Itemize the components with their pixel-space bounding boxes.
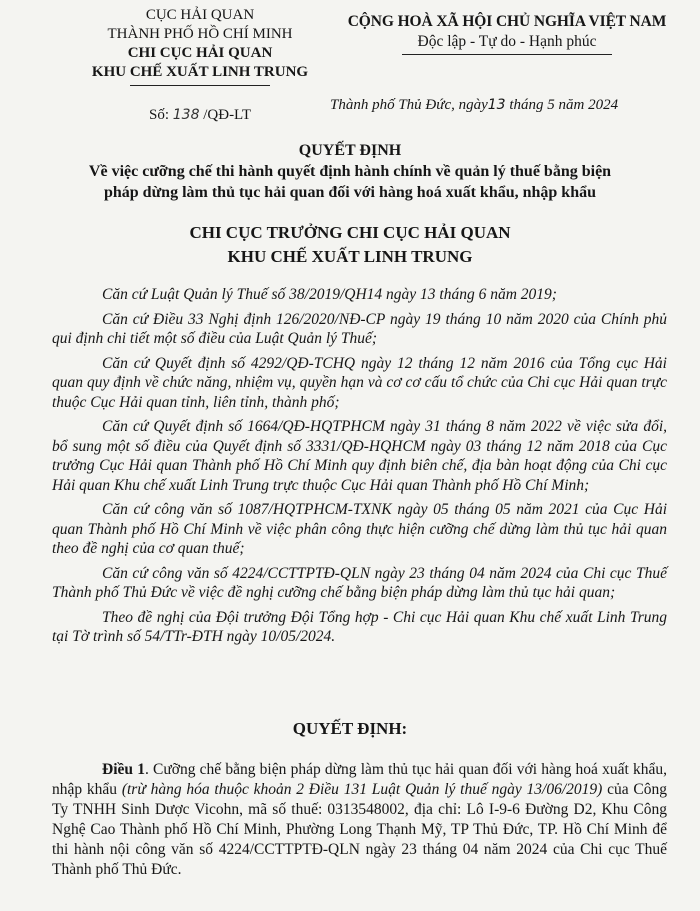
legal-basis-item: Căn cứ Quyết định số 1664/QĐ-HQTPHCM ngày 31 tháng 8 năm 2022 về việc sửa đổi, bổ sung một số điều của Quyết định số 3331/QĐ-HQHCM ngày 03 tháng 12 năm 2018 của Cục trưởng Cục Hải quan Thành phố Hồ Chí Minh quy định biên chế, địa bàn hoạt động của Chi cục Hải quan Khu chế xuất Linh Trung trực thuộc Cục Hải quan Thành phố Hồ Chí Minh; bbox=[52, 418, 667, 494]
issuing-authority bbox=[0, 221, 700, 269]
agency-line-3: CHI CỤC HẢI QUAN bbox=[127, 45, 273, 61]
authority-line-2: KHU CHẾ XUẤT LINH TRUNG bbox=[227, 247, 473, 266]
article-1-text-b: của Công Ty TNHH Sinh Dược Vicohn, mã số thuế: 0313548002, địa chỉ: Lô I-9-6 Đường D2, Khu Công Nghệ Cao Thành phố Hồ Chí Minh, Phường Long Thạnh Mỹ, TP Thủ Đức, TP. Hồ Chí Minh để thi hành nội công văn số 4224/CCTTPTĐ-QLN ngày 23 tháng 04 năm 2024 của Chi cục Thuế Thành phố Thủ Đức. bbox=[52, 781, 667, 878]
title-subject-line-1: Về việc cưỡng chế thi hành quyết định hành chính về quản lý thuế bằng biện bbox=[88, 163, 612, 180]
country-name: CỘNG HOÀ XÃ HỘI CHỦ NGHĨA VIỆT NAM bbox=[347, 13, 667, 30]
title-subject-line-2: pháp dừng làm thủ tục hải quan đối với hàng hoá xuất khẩu, nhập khẩu bbox=[103, 184, 596, 201]
authority-line-1: CHI CỤC TRƯỞNG CHI CỤC HẢI QUAN bbox=[189, 223, 511, 242]
title-heading: QUYẾT ĐỊNH bbox=[298, 142, 402, 159]
document-number bbox=[60, 106, 340, 125]
legal-basis-section bbox=[52, 285, 667, 652]
issuing-agency-block bbox=[60, 6, 340, 125]
number-prefix: Số: bbox=[148, 107, 169, 123]
number-handwritten: 138 bbox=[172, 107, 200, 123]
decision-heading: QUYẾT ĐỊNH: bbox=[292, 719, 408, 738]
article-1-text-italic: (trừ hàng hóa thuộc khoản 2 Điều 131 Luật Quản lý thuế ngày 13/06/2019) bbox=[121, 781, 603, 798]
agency-line-4: KHU CHẾ XUẤT LINH TRUNG bbox=[91, 64, 309, 80]
legal-basis-item: Theo đề nghị của Đội trưởng Đội Tổng hợp - Chi cục Hải quan Khu chế xuất Linh Trung tại Tờ trình số 54/TTr-ĐTH ngày 10/05/2024. bbox=[52, 608, 667, 645]
legal-basis-item: Căn cứ công văn số 1087/HQTPHCM-TXNK ngày 05 tháng 05 năm 2021 của Cục Hải quan Thành phố Hồ Chí Minh về việc phân công thực hiện cưỡng chế dừng làm thủ tục hải quan theo đề nghị của cơ quan thuế; bbox=[52, 501, 667, 557]
article-1-text-a: . Cưỡng chế bằng biện pháp dừng làm thủ tục hải quan đối với hàng hoá xuất khẩu, nhập khẩu bbox=[52, 761, 667, 798]
agency-underline bbox=[130, 85, 270, 86]
date-day-handwritten: 13 bbox=[487, 97, 506, 113]
date-before: Thành phố Thủ Đức, ngày bbox=[330, 97, 488, 113]
motto-underline bbox=[402, 54, 612, 55]
number-suffix: /QĐ-LT bbox=[203, 107, 252, 123]
article-1 bbox=[52, 760, 667, 880]
agency-line-2: THÀNH PHỐ HỒ CHÍ MINH bbox=[107, 26, 293, 42]
article-1-label: Điều 1 bbox=[102, 761, 145, 778]
legal-basis-item: Căn cứ Điều 33 Nghị định 126/2020/NĐ-CP ngày 19 tháng 10 năm 2020 của Chính phủ qui định chi tiết một số điều của Luật Quản lý Thuế; bbox=[52, 310, 667, 347]
national-motto: Độc lập - Tự do - Hạnh phúc bbox=[417, 33, 597, 50]
legal-basis-item: Căn cứ Luật Quản lý Thuế số 38/2019/QH14 ngày 13 tháng 6 năm 2019; bbox=[102, 286, 557, 303]
place-and-date bbox=[330, 97, 690, 114]
legal-basis-item: Căn cứ công văn số 4224/CCTTPTĐ-QLN ngày 23 tháng 04 năm 2024 của Chi cục Thuế Thành phố Thủ Đức về việc đề nghị cưỡng chế bằng biện pháp dừng làm thủ tục hải quan; bbox=[52, 564, 667, 601]
decision-title bbox=[0, 140, 700, 203]
legal-basis-item: Căn cứ Quyết định số 4292/QĐ-TCHQ ngày 12 tháng 12 năm 2016 của Tổng cục Hải quan quy định về chức năng, nhiệm vụ, quyền hạn và cơ cơ cấu tổ chức của Chi cục Hải quan trực thuộc Cục Hải quan tỉnh, liên tỉnh, thành phố; bbox=[52, 354, 667, 411]
agency-line-1: CỤC HẢI QUAN bbox=[145, 7, 255, 23]
date-after: tháng 5 năm 2024 bbox=[509, 97, 619, 113]
national-header-block bbox=[322, 12, 692, 55]
article-1-paragraph bbox=[52, 760, 667, 880]
